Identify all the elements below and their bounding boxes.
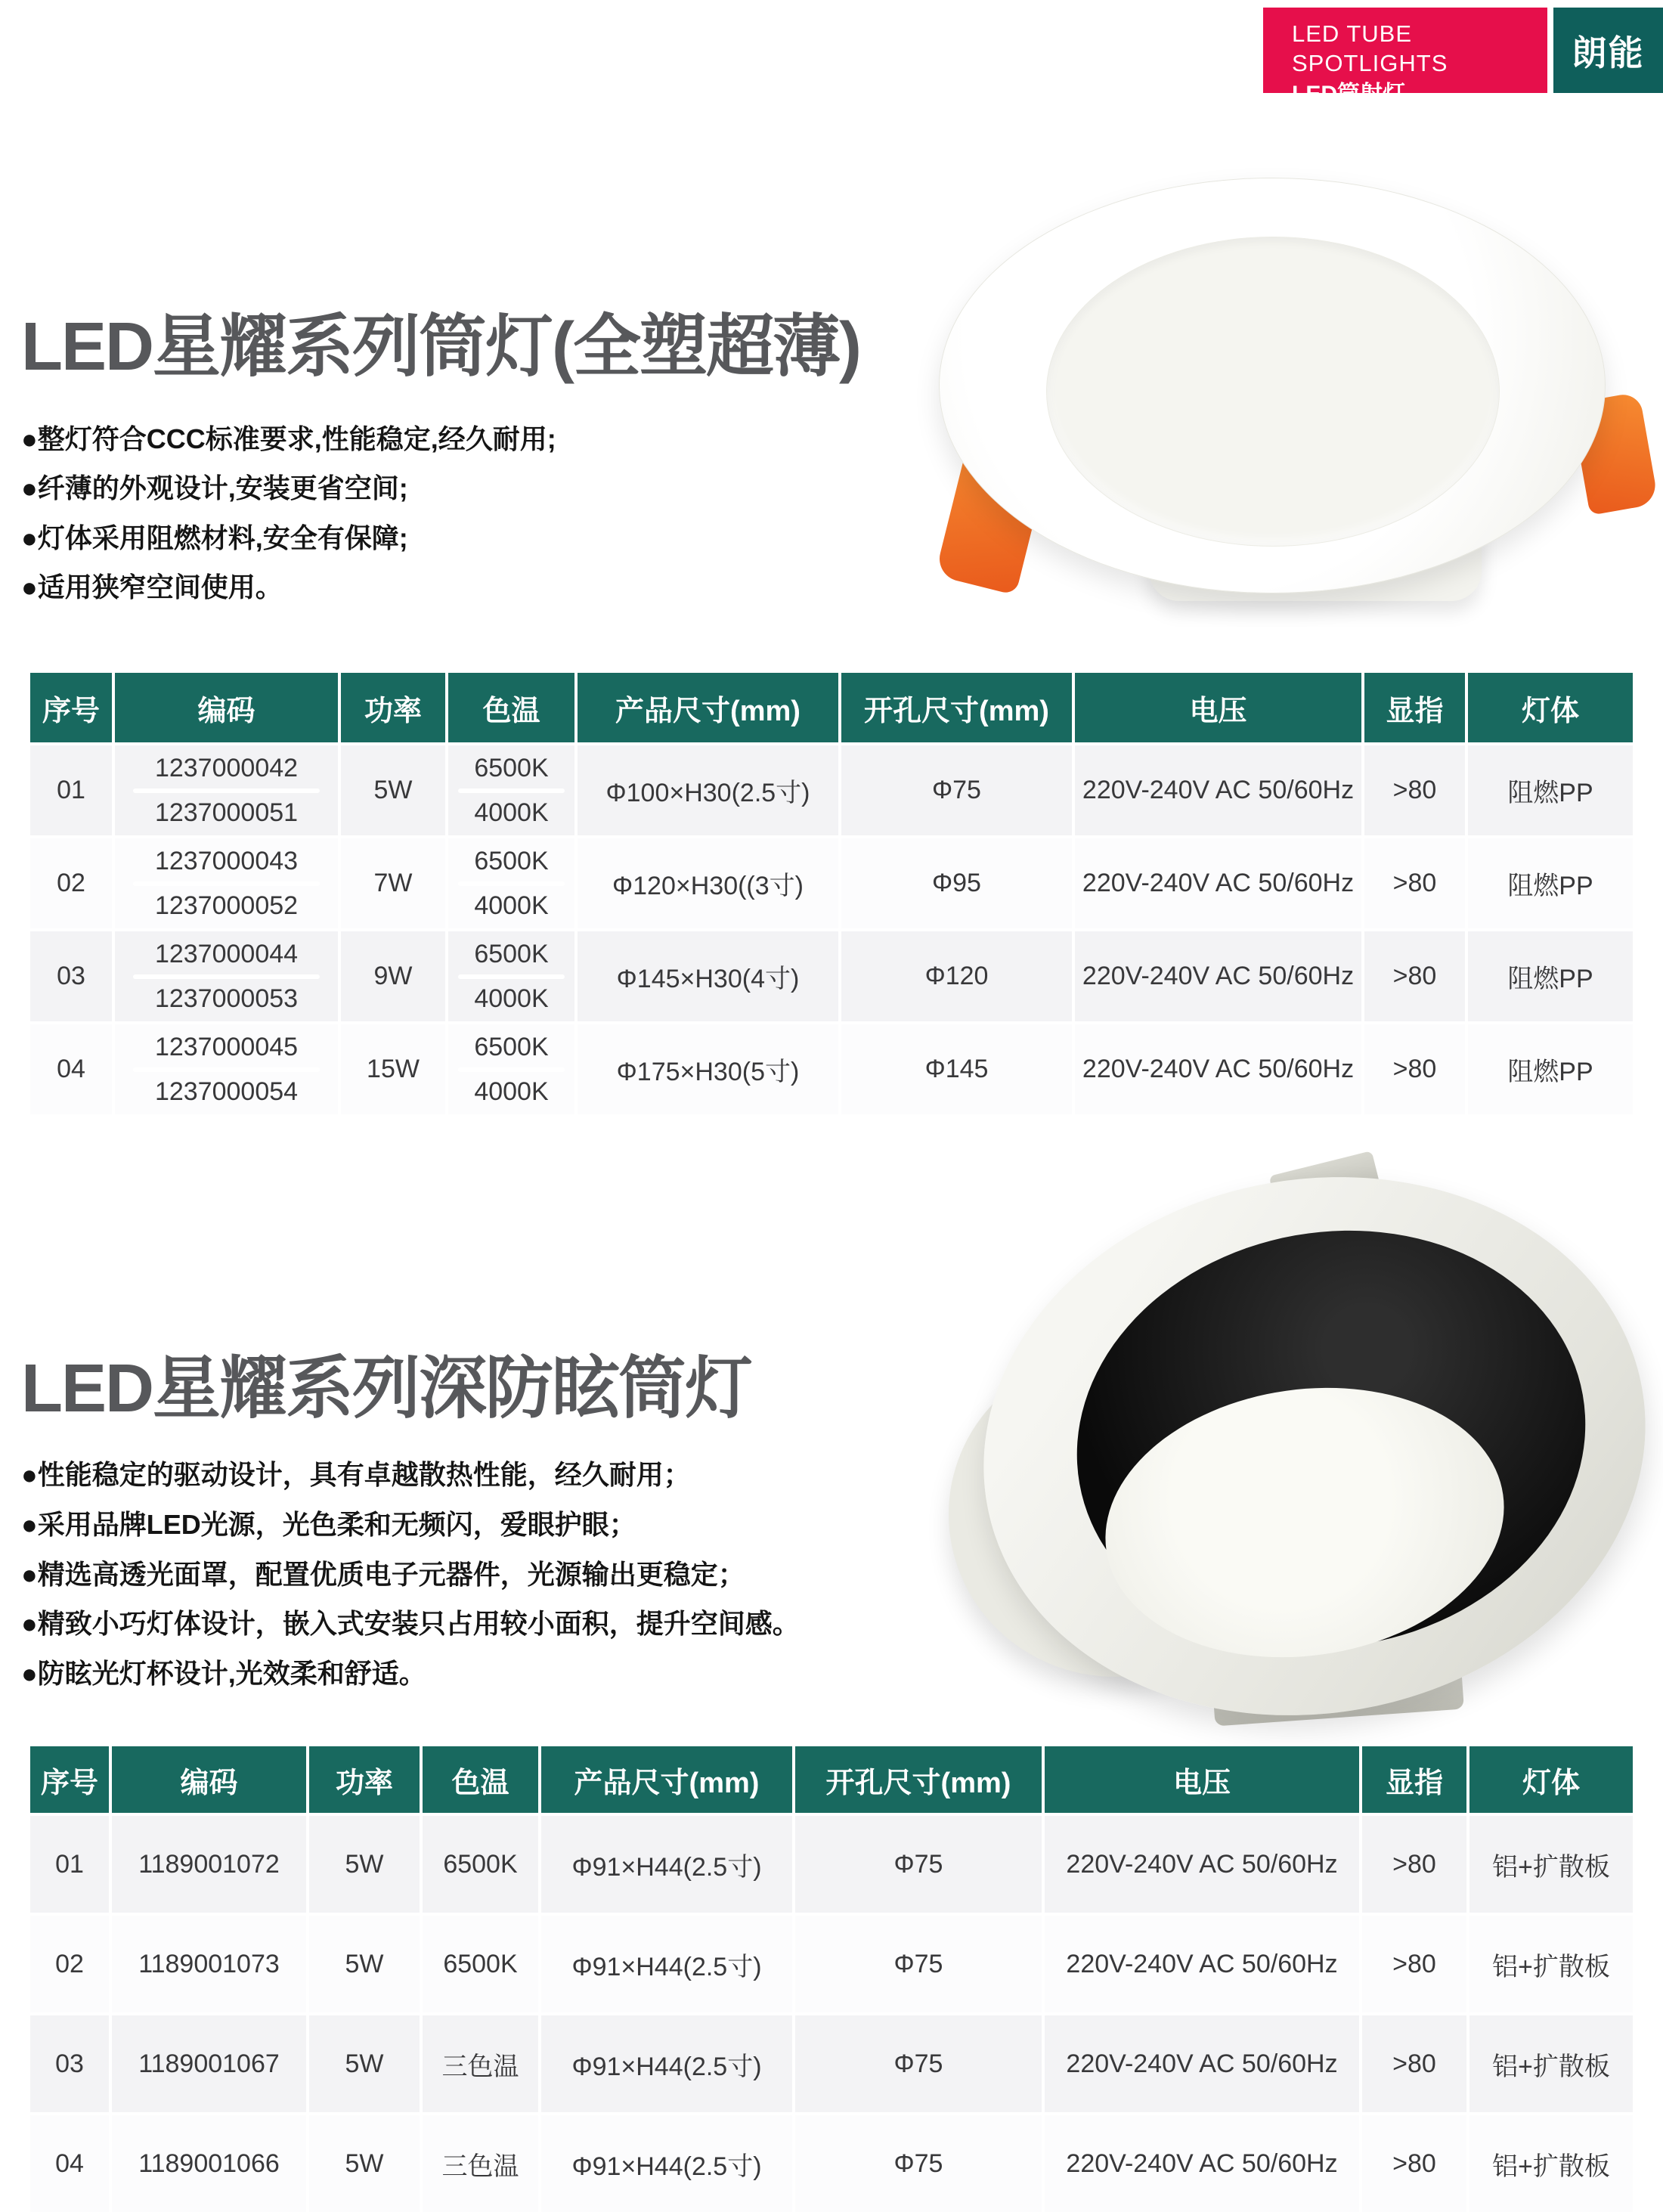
cct-top: 6500K bbox=[474, 1033, 549, 1061]
section1-bullet-2: ●纤薄的外观设计,安装更省空间; bbox=[21, 472, 408, 503]
t1-header-no: 序号 bbox=[30, 673, 112, 742]
cell-divider bbox=[458, 788, 564, 793]
code-top: 1237000045 bbox=[154, 1033, 299, 1061]
cell-voltage: 220V-240V AC 50/60Hz bbox=[1075, 1024, 1361, 1114]
cell-cct bbox=[448, 838, 574, 928]
cell-codes bbox=[115, 838, 338, 928]
cell-no: 03 bbox=[30, 2015, 109, 2112]
downlight-body-shape bbox=[1149, 404, 1482, 601]
t1-header-size: 产品尺寸(mm) bbox=[578, 673, 838, 742]
cell-power: 5W bbox=[309, 1816, 420, 1913]
antiglare-cup-shape bbox=[1044, 1191, 1619, 1687]
category-badge bbox=[1263, 8, 1547, 107]
section1-bullet-4: ●适用狭窄空间使用。 bbox=[21, 572, 283, 603]
cell-voltage: 220V-240V AC 50/60Hz bbox=[1075, 931, 1361, 1021]
cell-cri: >80 bbox=[1362, 1816, 1466, 1913]
cell-cri: >80 bbox=[1364, 931, 1465, 1021]
cell-divider bbox=[133, 1067, 321, 1072]
section2-bullet-2: ●采用品牌LED光源，光色柔和无频闪，爱眼护眼； bbox=[21, 1509, 636, 1540]
cell-cct: 三色温 bbox=[423, 2115, 538, 2212]
cell-code: 1189001066 bbox=[112, 2115, 306, 2212]
cell-size: Φ100×H30(2.5寸) bbox=[578, 745, 838, 835]
cell-body: 阻燃PP bbox=[1468, 838, 1633, 928]
section1-bullet-3: ●灯体采用阻燃材料,安全有保障; bbox=[21, 522, 408, 553]
cell-hole: Φ75 bbox=[795, 1916, 1042, 2012]
cell-cri: >80 bbox=[1362, 2015, 1466, 2112]
cell-code: 1189001073 bbox=[112, 1916, 306, 2012]
cell-power: 9W bbox=[341, 931, 445, 1021]
cell-power: 5W bbox=[341, 745, 445, 835]
t1-header-body: 灯体 bbox=[1468, 673, 1633, 742]
code-bottom: 1237000053 bbox=[154, 984, 299, 1013]
code-top: 1237000042 bbox=[154, 754, 299, 782]
downlight-body-shape bbox=[949, 1352, 1281, 1677]
cell-power: 15W bbox=[341, 1024, 445, 1114]
t1-header-power: 功率 bbox=[341, 673, 445, 742]
cell-no: 04 bbox=[30, 2115, 109, 2212]
spring-clip-bottom-icon bbox=[1212, 1659, 1464, 1727]
cell-size: Φ91×H44(2.5寸) bbox=[541, 2015, 792, 2112]
t1-header-cct: 色温 bbox=[448, 673, 574, 742]
cell-voltage: 220V-240V AC 50/60Hz bbox=[1045, 2115, 1359, 2212]
downlight-rim-shape bbox=[939, 178, 1606, 593]
cell-body: 铝+扩散板 bbox=[1469, 2015, 1633, 2112]
t2-header-voltage: 电压 bbox=[1045, 1746, 1359, 1813]
cell-size: Φ91×H44(2.5寸) bbox=[541, 2115, 792, 2212]
cell-cct bbox=[448, 745, 574, 835]
t2-header-power: 功率 bbox=[309, 1746, 420, 1813]
cell-no: 01 bbox=[30, 745, 112, 835]
cct-top: 6500K bbox=[474, 754, 549, 782]
cct-bottom: 4000K bbox=[474, 1077, 549, 1106]
cell-no: 01 bbox=[30, 1816, 109, 1913]
cell-body: 铝+扩散板 bbox=[1469, 1916, 1633, 2012]
cell-cct: 6500K bbox=[423, 1916, 538, 2012]
code-top: 1237000043 bbox=[154, 847, 299, 875]
cell-no: 04 bbox=[30, 1024, 112, 1114]
section2-bullet-3: ●精选高透光面罩，配置优质电子元器件，光源输出更稳定； bbox=[21, 1559, 745, 1590]
cell-hole: Φ75 bbox=[795, 1816, 1042, 1913]
cell-divider bbox=[133, 788, 321, 793]
cct-top: 6500K bbox=[474, 847, 549, 875]
cell-codes bbox=[115, 931, 338, 1021]
cell-code: 1189001067 bbox=[112, 2015, 306, 2112]
cell-power: 5W bbox=[309, 1916, 420, 2012]
cell-divider bbox=[458, 974, 564, 979]
cell-codes bbox=[115, 745, 338, 835]
t2-header-code: 编码 bbox=[112, 1746, 306, 1813]
section1-title: LED星耀系列筒灯(全塑超薄) bbox=[21, 309, 860, 385]
spec-table-1 bbox=[30, 673, 1633, 1114]
code-bottom: 1237000052 bbox=[154, 891, 299, 920]
cell-cri: >80 bbox=[1362, 1916, 1466, 2012]
brand-name: 朗能 bbox=[1572, 33, 1645, 73]
cell-power: 5W bbox=[309, 2115, 420, 2212]
cell-hole: Φ75 bbox=[841, 745, 1072, 835]
section2-bullet-5: ●防眩光灯杯设计,光效柔和舒适。 bbox=[21, 1658, 426, 1689]
t2-header-hole: 开孔尺寸(mm) bbox=[795, 1746, 1042, 1813]
code-bottom: 1237000051 bbox=[154, 798, 299, 827]
cell-hole: Φ75 bbox=[795, 2115, 1042, 2212]
category-title-cn: LED筒射灯 bbox=[1292, 81, 1405, 107]
cell-hole: Φ95 bbox=[841, 838, 1072, 928]
cell-hole: Φ145 bbox=[841, 1024, 1072, 1114]
cct-bottom: 4000K bbox=[474, 984, 549, 1013]
cell-power: 5W bbox=[309, 2015, 420, 2112]
t2-header-size: 产品尺寸(mm) bbox=[541, 1746, 792, 1813]
t1-header-cri: 显指 bbox=[1364, 673, 1465, 742]
downlight-lens-shape bbox=[1088, 1363, 1522, 1682]
cell-body: 阻燃PP bbox=[1468, 1024, 1633, 1114]
cell-size: Φ175×H30(5寸) bbox=[578, 1024, 838, 1114]
downlight-ring-shape bbox=[940, 1126, 1663, 1767]
cell-cri: >80 bbox=[1364, 838, 1465, 928]
product-image-thin-downlight bbox=[892, 178, 1655, 609]
cell-size: Φ120×H30((3寸) bbox=[578, 838, 838, 928]
code-top: 1237000044 bbox=[154, 940, 299, 968]
code-bottom: 1237000054 bbox=[154, 1077, 299, 1106]
cell-size: Φ91×H44(2.5寸) bbox=[541, 1816, 792, 1913]
cct-top: 6500K bbox=[474, 940, 549, 968]
section2-bullet-4: ●精致小巧灯体设计，嵌入式安装只占用较小面积，提升空间感。 bbox=[21, 1608, 800, 1639]
cell-divider bbox=[458, 881, 564, 886]
cell-divider bbox=[133, 881, 321, 886]
cell-body: 铝+扩散板 bbox=[1469, 1816, 1633, 1913]
cell-size: Φ145×H30(4寸) bbox=[578, 931, 838, 1021]
cell-voltage: 220V-240V AC 50/60Hz bbox=[1045, 2015, 1359, 2112]
spec-table-2 bbox=[30, 1746, 1633, 2212]
cell-divider bbox=[458, 1067, 564, 1072]
cell-cct: 三色温 bbox=[423, 2015, 538, 2112]
cell-cri: >80 bbox=[1364, 1024, 1465, 1114]
cell-voltage: 220V-240V AC 50/60Hz bbox=[1075, 838, 1361, 928]
brand-badge bbox=[1553, 8, 1663, 93]
cell-hole: Φ120 bbox=[841, 931, 1072, 1021]
cell-no: 02 bbox=[30, 838, 112, 928]
cct-bottom: 4000K bbox=[474, 798, 549, 827]
cell-cri: >80 bbox=[1362, 2115, 1466, 2212]
category-title-en: LED TUBE SPOTLIGHTS bbox=[1292, 20, 1448, 76]
cell-hole: Φ75 bbox=[795, 2015, 1042, 2112]
t1-header-code: 编码 bbox=[115, 673, 338, 742]
t2-header-cct: 色温 bbox=[423, 1746, 538, 1813]
cct-bottom: 4000K bbox=[474, 891, 549, 920]
cell-cct: 6500K bbox=[423, 1816, 538, 1913]
product-image-antiglare-downlight bbox=[949, 1163, 1659, 1726]
cell-cct bbox=[448, 1024, 574, 1114]
cell-power: 7W bbox=[341, 838, 445, 928]
t2-header-cri: 显指 bbox=[1362, 1746, 1466, 1813]
spring-clip-left-icon bbox=[935, 436, 1051, 596]
t2-header-body: 灯体 bbox=[1469, 1746, 1633, 1813]
t2-header-no: 序号 bbox=[30, 1746, 109, 1813]
cell-body: 阻燃PP bbox=[1468, 745, 1633, 835]
cell-cct bbox=[448, 931, 574, 1021]
section1-bullet-1: ●整灯符合CCC标准要求,性能稳定,经久耐用; bbox=[21, 423, 556, 454]
downlight-face-shape bbox=[1046, 237, 1500, 547]
cell-voltage: 220V-240V AC 50/60Hz bbox=[1075, 745, 1361, 835]
t1-header-voltage: 电压 bbox=[1075, 673, 1361, 742]
cell-size: Φ91×H44(2.5寸) bbox=[541, 1916, 792, 2012]
spring-clip-right-icon bbox=[1571, 392, 1659, 516]
cell-cri: >80 bbox=[1364, 745, 1465, 835]
cell-code: 1189001072 bbox=[112, 1816, 306, 1913]
cell-codes bbox=[115, 1024, 338, 1114]
cell-voltage: 220V-240V AC 50/60Hz bbox=[1045, 1816, 1359, 1913]
cell-no: 02 bbox=[30, 1916, 109, 2012]
spring-clip-top-icon bbox=[1269, 1151, 1385, 1228]
cell-voltage: 220V-240V AC 50/60Hz bbox=[1045, 1916, 1359, 2012]
t1-header-hole: 开孔尺寸(mm) bbox=[841, 673, 1072, 742]
cell-no: 03 bbox=[30, 931, 112, 1021]
cell-body: 铝+扩散板 bbox=[1469, 2115, 1633, 2212]
section2-bullet-1: ●性能稳定的驱动设计，具有卓越散热性能，经久耐用； bbox=[21, 1459, 691, 1490]
section2-title: LED星耀系列深防眩筒灯 bbox=[21, 1351, 751, 1427]
cell-body: 阻燃PP bbox=[1468, 931, 1633, 1021]
cell-divider bbox=[133, 974, 321, 979]
